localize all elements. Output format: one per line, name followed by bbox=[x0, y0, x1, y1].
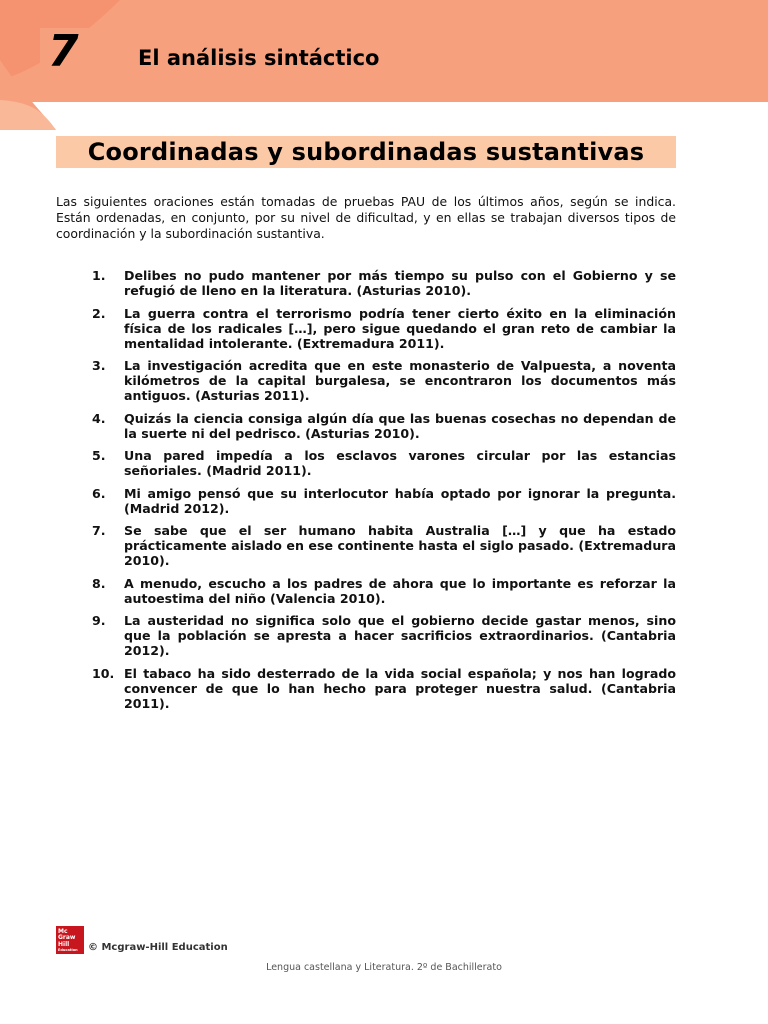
item-number: 5. bbox=[92, 448, 106, 463]
mcgraw-hill-logo bbox=[56, 926, 84, 954]
item-number: 6. bbox=[92, 485, 106, 501]
sentence-list bbox=[92, 268, 676, 718]
item-number: 2. bbox=[92, 305, 106, 321]
chapter-title: El análisis sintáctico bbox=[138, 46, 380, 70]
item-text: Mi amigo pensó que su interlocutor había optado por ignorar la pregunta. (Madrid 2012). bbox=[124, 485, 676, 516]
item-number: 3. bbox=[92, 358, 106, 373]
list-item bbox=[92, 576, 676, 606]
item-text: El tabaco ha sido desterrado de la vida social española; y nos han logrado convencer de que lo han hecho para proteger nuestra salud. (Cantabria 2011). bbox=[124, 665, 676, 711]
logo-line: Education bbox=[58, 948, 78, 952]
logo-line: Graw bbox=[58, 934, 76, 941]
list-item bbox=[92, 523, 676, 568]
item-number: 1. bbox=[92, 268, 106, 283]
chapter-header bbox=[0, 0, 768, 130]
item-number: 4. bbox=[92, 410, 106, 426]
list-item bbox=[92, 306, 676, 351]
item-number: 7. bbox=[92, 523, 106, 538]
item-number: 9. bbox=[92, 613, 106, 628]
header-white-panel bbox=[0, 0, 768, 130]
item-text: Una pared impedía a los esclavos varones circular por las estancias señoriales. (Madrid 2011). bbox=[124, 448, 676, 478]
item-number: 8. bbox=[92, 575, 106, 591]
item-text: La austeridad no significa solo que el gobierno decide gastar menos, sino que la población se apresta a hacer sacrificios extraordinarios. (Cantabria 2012). bbox=[124, 613, 676, 658]
item-text: La guerra contra el terrorismo podría tener cierto éxito en la eliminación física de los radicales […], pero sigue quedando el gran reto de cambiar la mentalidad intolerante. (Extremadura 2011). bbox=[124, 305, 676, 351]
item-text: A menudo, escucho a los padres de ahora que lo importante es reforzar la autoestima del niño (Valencia 2010). bbox=[124, 575, 676, 606]
footer-subject: Lengua castellana y Literatura. 2º de Bachillerato bbox=[266, 962, 502, 973]
item-text: Delibes no pudo mantener por más tiempo su pulso con el Gobierno y se refugió de lleno en la literatura. (Asturias 2010). bbox=[124, 268, 676, 298]
item-text: La investigación acredita que en este monasterio de Valpuesta, a noventa kilómetros de la capital burgalesa, se encontraron los documentos más antiguos. (Asturias 2011). bbox=[124, 358, 676, 403]
logo-line: Mc bbox=[58, 927, 68, 935]
section-title: Coordinadas y subordinadas sustantivas bbox=[87, 138, 645, 166]
intro-paragraph: Las siguientes oraciones están tomadas de pruebas PAU de los últimos años, según se indica. Están ordenadas, en conjunto, por su nivel de dificultad, y en ellas se trabajan diversos tipos de coordinación y la subordinación sustantiva. bbox=[56, 194, 676, 241]
item-text: Se sabe que el ser humano habita Australia […] y que ha estado prácticamente aislado en ese continente hasta el siglo pasado. (Extremadura 2010). bbox=[124, 523, 676, 568]
list-item bbox=[92, 613, 676, 658]
logo-line: Hill bbox=[58, 940, 70, 948]
copyright-text: © Mcgraw-Hill Education bbox=[88, 942, 228, 953]
list-item bbox=[92, 666, 676, 711]
list-item bbox=[92, 486, 676, 516]
list-item bbox=[92, 358, 676, 403]
item-number: 10. bbox=[92, 665, 115, 681]
item-text: Quizás la ciencia consiga algún día que las buenas cosechas no dependan de la suerte ni del pedrisco. (Asturias 2010). bbox=[124, 410, 676, 441]
chapter-number: 7 bbox=[48, 26, 79, 77]
list-item bbox=[92, 268, 676, 298]
list-item bbox=[92, 448, 676, 478]
section-heading-box bbox=[56, 136, 676, 168]
list-item bbox=[92, 411, 676, 441]
